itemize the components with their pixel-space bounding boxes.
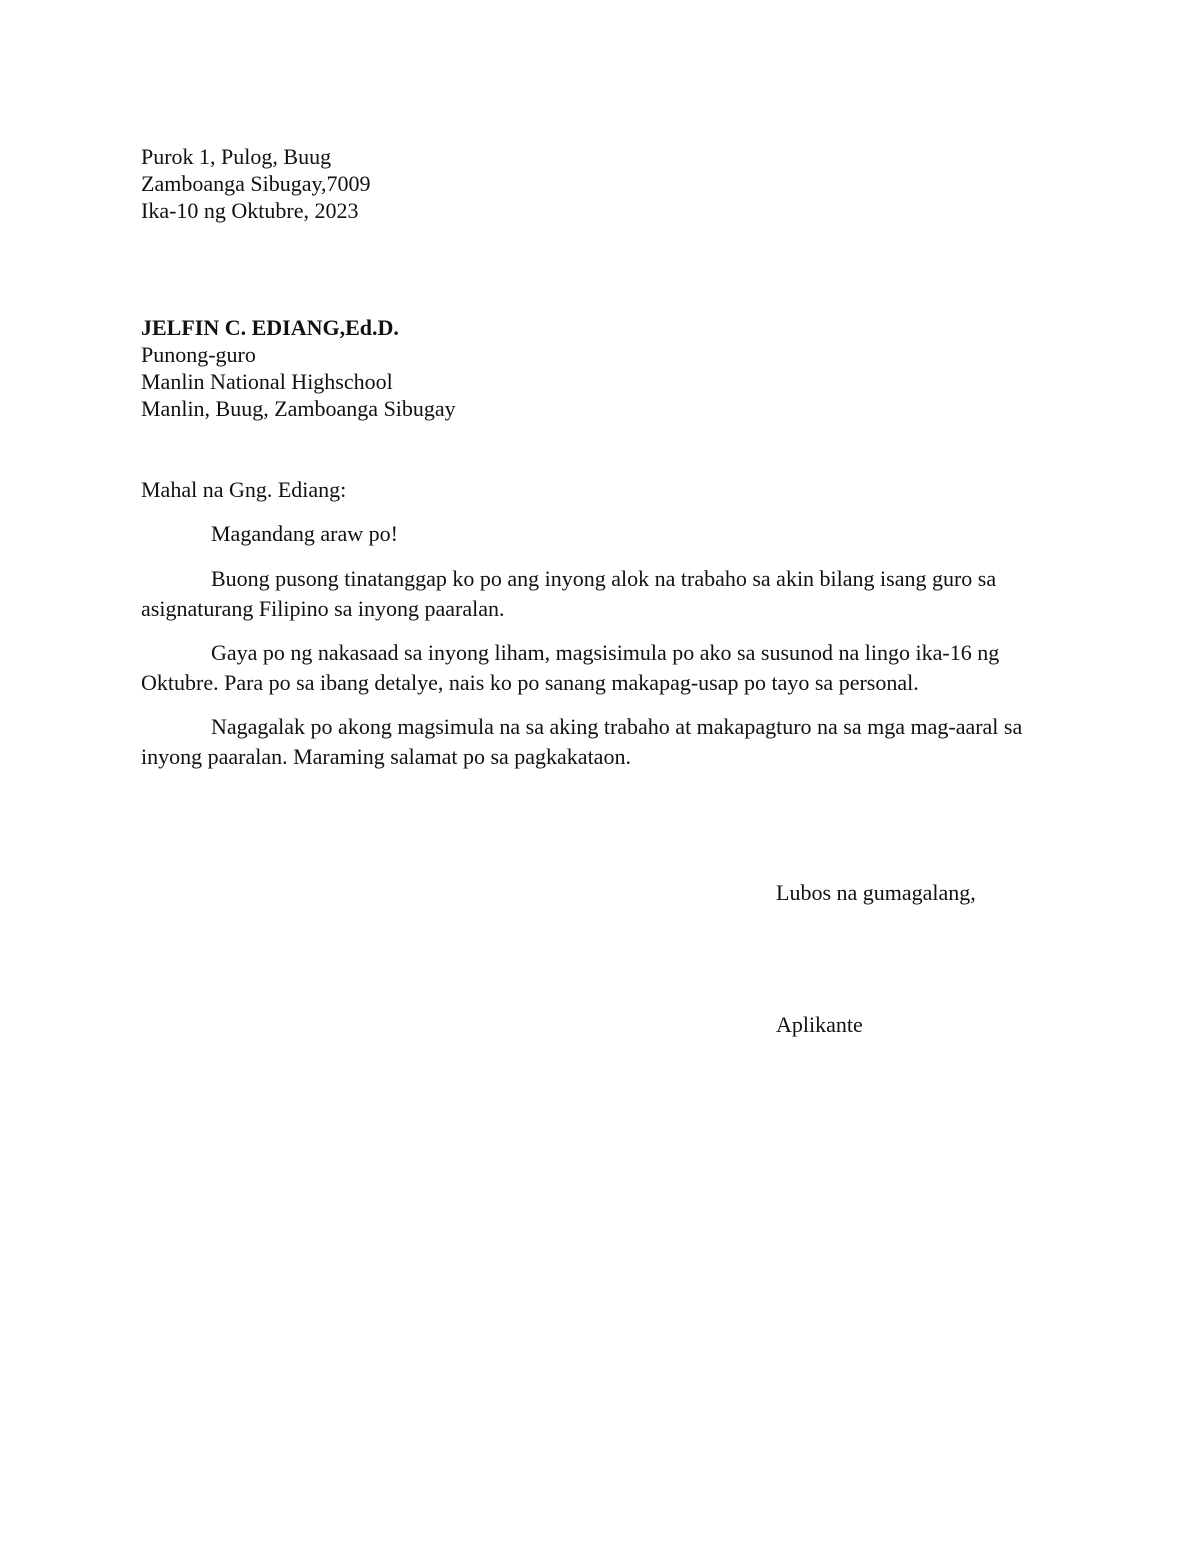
recipient-address: Manlin, Buug, Zamboanga Sibugay [141, 396, 456, 421]
salutation: Mahal na Gng. Ediang: [141, 477, 347, 502]
body-paragraph-1: Buong pusong tinatanggap ko po ang inyong alok na trabaho sa akin bilang isang guro sa asignaturang Filipino sa inyong paaralan. [141, 566, 997, 621]
complimentary-close: Lubos na gumagalang, [776, 880, 976, 905]
sender-address-line-1: Purok 1, Pulog, Buug [141, 144, 332, 169]
body-paragraph-3: Nagagalak po akong magsimula na sa aking trabaho at makapagturo na sa mga mag-aaral sa inyong paaralan. Maraming salamat po sa pagkakataon. [141, 714, 1023, 769]
body-paragraph-2: Gaya po ng nakasaad sa inyong liham, magsisimula po ako sa susunod na lingo ika-16 ng Oktubre. Para po sa ibang detalye, nais ko po sanang makapag-usap po tayo sa personal. [141, 640, 1000, 695]
recipient-school: Manlin National Highschool [141, 369, 393, 394]
signature-name: Aplikante [776, 1012, 863, 1037]
body-greeting: Magandang araw po! [211, 521, 398, 546]
sender-address-line-2: Zamboanga Sibugay,7009 [141, 171, 371, 196]
recipient-position: Punong-guro [141, 342, 256, 367]
recipient-block [141, 314, 456, 422]
recipient-name: JELFIN C. EDIANG,Ed.D. [141, 315, 399, 340]
letter-date: Ika-10 ng Oktubre, 2023 [141, 198, 359, 223]
sender-address-block [141, 143, 371, 224]
